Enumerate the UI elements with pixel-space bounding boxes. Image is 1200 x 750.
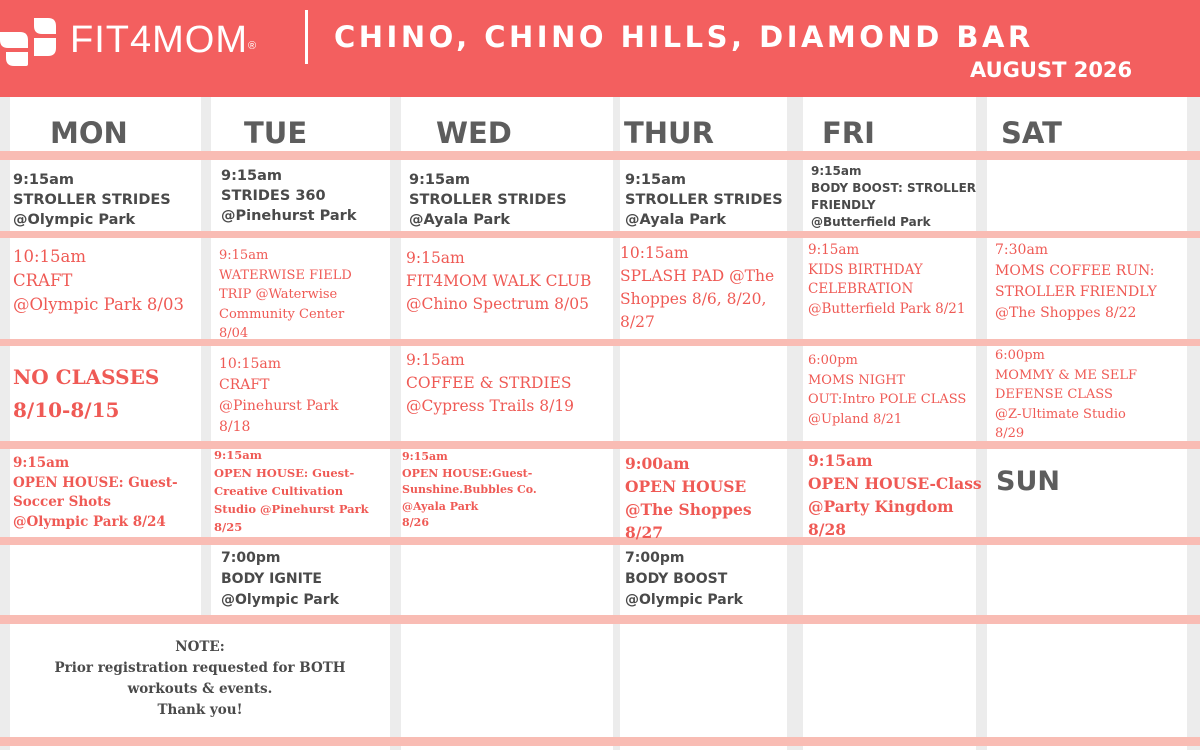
event-title: COFFEE & STRDIES xyxy=(406,374,572,392)
row-divider xyxy=(0,737,1200,746)
note-heading: NOTE: xyxy=(175,639,225,655)
event-title: Soccer Shots xyxy=(13,494,112,510)
event-title: CRAFT xyxy=(13,271,73,290)
event-time: 9:15am xyxy=(13,172,74,188)
day-header-thu: THUR xyxy=(624,116,714,150)
event-title: DEFENSE CLASS xyxy=(995,387,1113,402)
event-title: TRIP @Waterwise xyxy=(219,287,338,302)
event-sat-coffee-run xyxy=(995,240,1157,324)
event-time: 10:15am xyxy=(620,244,689,262)
event-title: BODY IGNITE xyxy=(221,571,322,587)
event-date: 8/27 xyxy=(625,523,664,542)
event-location: @Butterfield Park xyxy=(811,215,931,229)
event-time: 7:00pm xyxy=(625,550,685,566)
event-title: OPEN HOUSE-Class xyxy=(808,474,982,493)
event-title: OPEN HOUSE: Guest- xyxy=(214,466,355,480)
event-tue-body-ignite xyxy=(221,548,339,611)
event-time: 9:00am xyxy=(625,454,690,473)
event-time: 9:15am xyxy=(13,455,70,471)
event-location: @Butterfield Park 8/21 xyxy=(808,300,966,317)
event-time: 9:15am xyxy=(811,164,862,178)
note-line: Thank you! xyxy=(157,702,243,718)
event-thu-splash-pad xyxy=(620,242,774,334)
event-time: 7:00pm xyxy=(221,550,281,566)
event-title: CRAFT xyxy=(219,377,270,393)
event-location: @Pinehurst Park xyxy=(219,398,339,414)
event-title: MOMS COFFEE RUN: xyxy=(995,263,1155,279)
event-location: @Party Kingdom xyxy=(808,497,954,516)
registration-note xyxy=(10,637,390,721)
event-tue-craft xyxy=(219,354,339,438)
event-tue-strides-360 xyxy=(221,166,356,226)
event-location: @Ayala Park xyxy=(409,212,511,228)
event-title: MOMMY & ME SELF xyxy=(995,367,1137,383)
event-title: OPEN HOUSE:Guest- xyxy=(402,466,533,480)
event-wed-coffee-strides xyxy=(406,349,574,418)
header-divider xyxy=(305,10,308,64)
event-title: STROLLER STRIDES xyxy=(409,192,567,208)
event-title: STROLLER STRIDES xyxy=(625,192,783,208)
event-date: 8/29 xyxy=(995,426,1025,441)
event-fri-body-boost xyxy=(811,163,976,231)
row-divider xyxy=(0,151,1200,160)
event-time: 6:00pm xyxy=(808,353,858,368)
event-location: Studio @Pinehurst Park xyxy=(214,502,369,516)
event-location: @Z-Ultimate Studio xyxy=(995,406,1126,422)
event-thu-stroller-strides xyxy=(625,170,783,230)
event-location: @Upland 8/21 xyxy=(808,411,903,427)
event-title: MOMS NIGHT xyxy=(808,372,906,388)
event-location: @Olympic Park 8/24 xyxy=(13,513,166,530)
event-time: 9:15am xyxy=(221,168,282,184)
note-line: workouts & events. xyxy=(127,681,273,697)
event-location: Community Center xyxy=(219,306,345,322)
event-fri-open-house xyxy=(808,449,982,541)
event-time: 9:15am xyxy=(406,249,465,267)
event-title: STRIDES 360 xyxy=(221,188,326,204)
event-date: 8/26 xyxy=(402,516,429,529)
event-location: Shoppes 8/6, 8/20, xyxy=(620,290,767,308)
event-time: 6:00pm xyxy=(995,348,1045,363)
day-header-sat: SAT xyxy=(1001,116,1062,150)
event-time: 9:15am xyxy=(625,172,686,188)
event-location: @Olympic Park 8/03 xyxy=(13,295,184,314)
event-mon-craft xyxy=(13,245,184,317)
event-title: STROLLER FRIENDLY xyxy=(995,284,1157,300)
fit4mom-flower-logo-icon xyxy=(0,18,64,66)
event-time: 7:30am xyxy=(995,242,1049,258)
event-title: OUT:Intro POLE CLASS xyxy=(808,392,967,407)
event-time: 9:15am xyxy=(409,172,470,188)
event-date: 8/18 xyxy=(219,419,251,435)
event-wed-stroller-strides xyxy=(409,170,567,230)
day-header-tue: TUE xyxy=(244,116,308,150)
row-divider xyxy=(0,615,1200,624)
event-wed-open-house xyxy=(402,449,537,532)
event-thu-body-boost xyxy=(625,548,743,611)
event-time: 9:15am xyxy=(214,448,262,462)
event-mon-open-house xyxy=(13,454,178,532)
event-location: @The Shoppes xyxy=(625,500,752,519)
event-location: @Olympic Park xyxy=(625,592,743,608)
no-classes-label: NO CLASSES xyxy=(13,365,160,389)
event-thu-open-house xyxy=(625,452,752,544)
event-location: @Chino Spectrum 8/05 xyxy=(406,295,589,313)
event-fri-kids-birthday xyxy=(808,241,965,319)
day-header-wed: WED xyxy=(436,116,512,150)
event-time: 9:15am xyxy=(808,242,860,258)
event-location: @Ayala Park xyxy=(625,212,727,228)
event-title: OPEN HOUSE: Guest- xyxy=(13,474,178,491)
event-date: 8/27 xyxy=(620,313,655,331)
brand-name: FIT4MOM® xyxy=(70,19,258,61)
event-title: KIDS BIRTHDAY xyxy=(808,261,923,278)
note-line: Prior registration requested for BOTH xyxy=(54,660,346,676)
event-time: 9:15am xyxy=(402,450,448,463)
event-title: Sunshine.Bubbles Co. xyxy=(402,483,537,496)
event-title: Creative Cultivation xyxy=(214,484,344,498)
event-title: BODY BOOST xyxy=(625,571,728,587)
event-date: 8/04 xyxy=(219,326,249,341)
day-header-mon: MON xyxy=(50,116,128,150)
location-title: CHINO, CHINO HILLS, DIAMOND BAR xyxy=(334,20,1034,54)
event-location: @Olympic Park xyxy=(13,212,136,228)
no-classes-dates: 8/10-8/15 xyxy=(13,398,120,422)
event-wed-walk-club xyxy=(406,247,591,316)
event-location: @The Shoppes 8/22 xyxy=(995,305,1137,321)
event-location: @Olympic Park xyxy=(221,592,339,608)
event-time: 10:15am xyxy=(13,247,87,266)
event-fri-moms-night-out xyxy=(808,351,966,429)
event-title: BODY BOOST: STROLLER xyxy=(811,181,976,195)
no-classes-notice xyxy=(13,361,159,427)
event-location: @Ayala Park xyxy=(402,499,479,513)
event-title: OPEN HOUSE xyxy=(625,477,747,496)
day-header-sun: SUN xyxy=(996,466,1060,497)
event-location: @Cypress Trails 8/19 xyxy=(406,397,575,415)
row-divider xyxy=(0,537,1200,545)
month-title: AUGUST 2026 xyxy=(970,58,1133,82)
event-mon-stroller-strides xyxy=(13,170,171,230)
event-location: @Pinehurst Park xyxy=(221,208,357,224)
event-time: 9:15am xyxy=(808,451,873,470)
event-title: WATERWISE FIELD xyxy=(219,267,352,283)
event-date: 8/25 xyxy=(214,520,243,534)
event-title: STROLLER STRIDES xyxy=(13,192,171,208)
event-date: 8/28 xyxy=(808,520,847,539)
event-tue-open-house xyxy=(214,446,369,536)
event-title: FRIENDLY xyxy=(811,198,876,212)
event-time: 10:15am xyxy=(219,356,281,372)
day-header-fri: FRI xyxy=(822,116,875,150)
header-banner xyxy=(0,0,1200,97)
event-tue-waterwise-trip xyxy=(219,246,352,344)
row-divider xyxy=(0,231,1200,238)
event-title: FIT4MOM WALK CLUB xyxy=(406,272,592,290)
event-sat-self-defense xyxy=(995,346,1137,444)
row-divider xyxy=(0,339,1200,346)
event-title: SPLASH PAD @The xyxy=(620,267,775,285)
event-title: CELEBRATION xyxy=(808,281,914,297)
event-time: 9:15am xyxy=(219,248,269,263)
event-time: 9:15am xyxy=(406,351,465,369)
